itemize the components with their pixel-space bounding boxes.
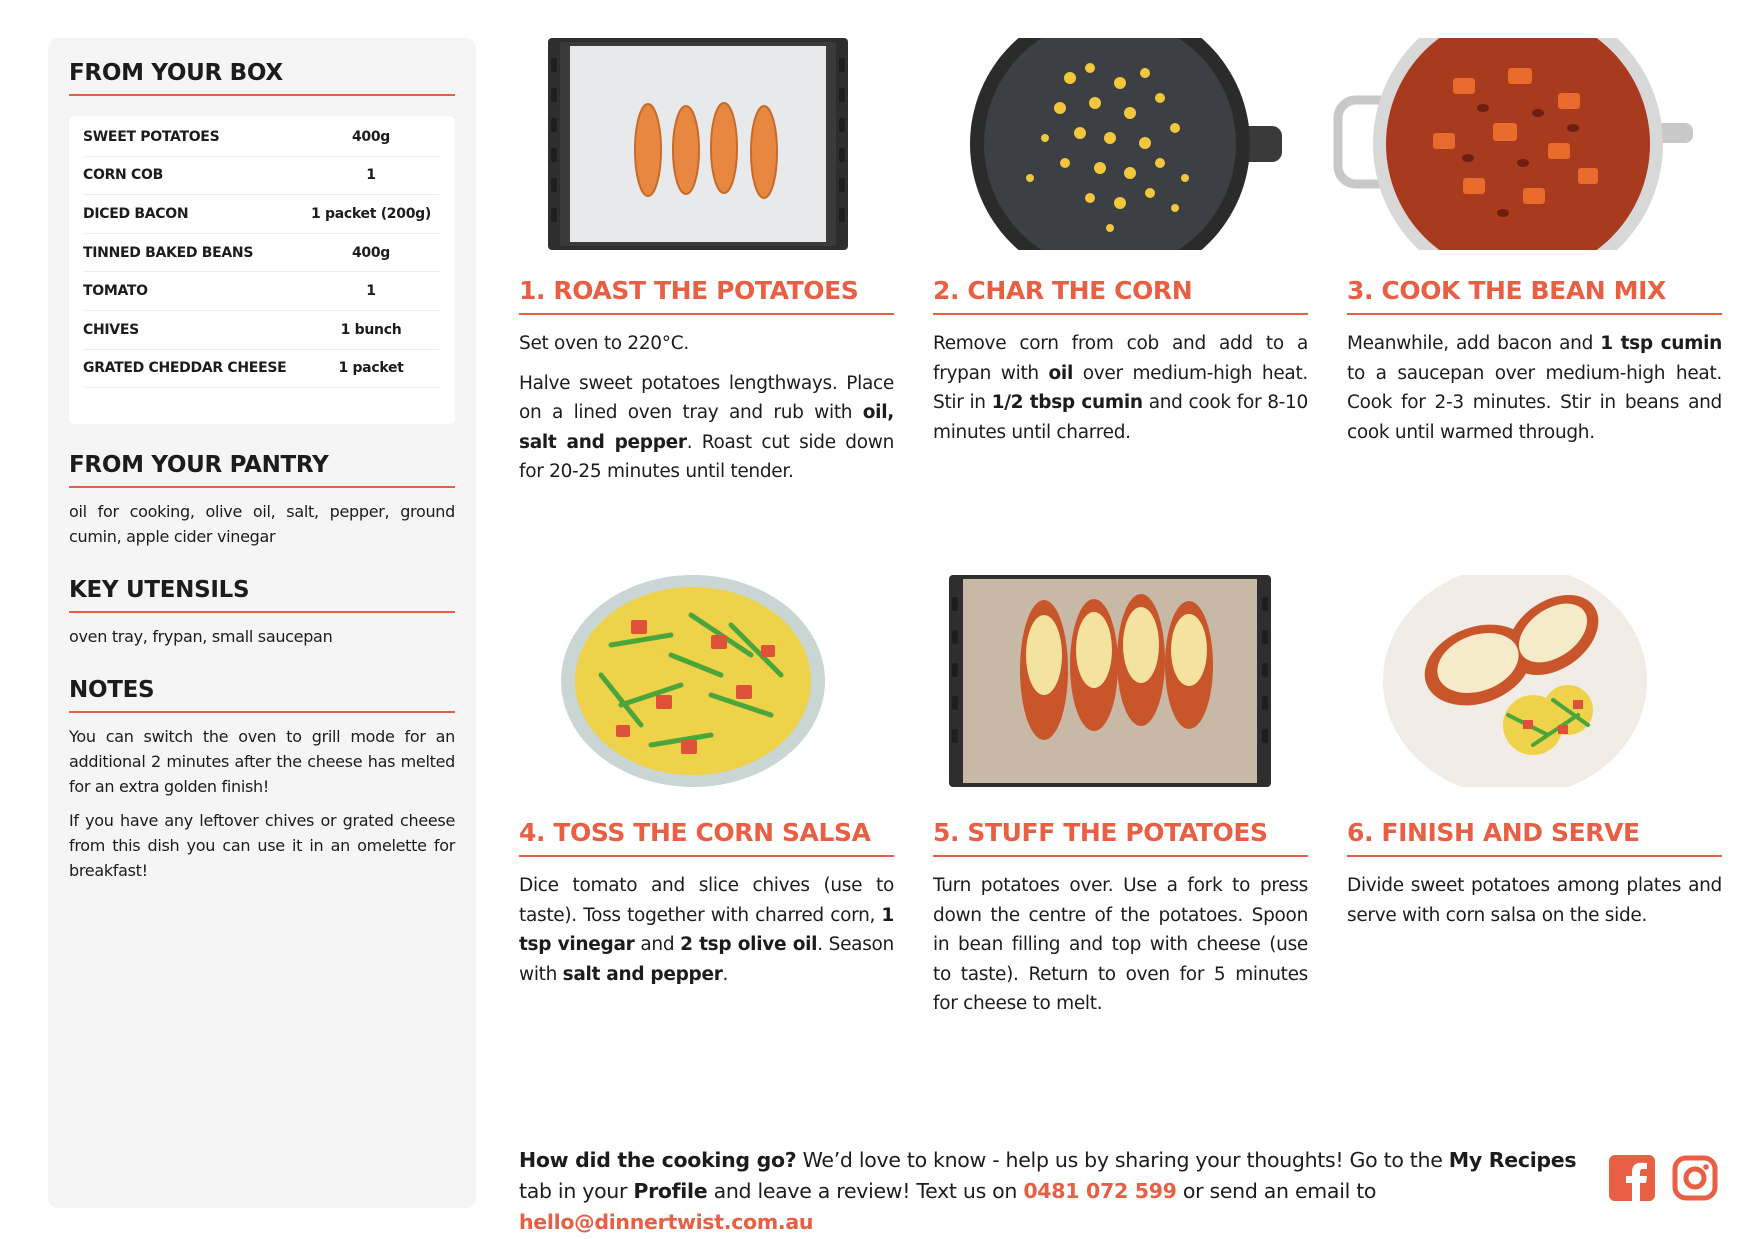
footer-text: We’d love to know - help us by sharing your thoughts! Go to the — [796, 1148, 1449, 1172]
step-text-bold: 1/2 tbsp cumin — [991, 392, 1143, 413]
footer-text: or send an email to — [1176, 1179, 1377, 1203]
step-paragraph — [519, 871, 894, 989]
step-text: and — [634, 934, 681, 955]
notes-title: NOTES — [69, 677, 455, 713]
finish-serve-image — [1383, 575, 1647, 787]
email-link[interactable]: hello@dinnertwist.com.au — [519, 1210, 814, 1234]
table-row — [83, 272, 439, 311]
step-title: 1. ROAST THE POTATOES — [519, 276, 894, 315]
step-text: over medium-high heat. Stir in — [933, 362, 1308, 413]
step-6 — [1347, 818, 1722, 930]
step-text-bold: oil — [1048, 362, 1074, 384]
step-title: 4. TOSS THE CORN SALSA — [519, 818, 894, 857]
footer-text: and leave a review! Text us on — [707, 1179, 1024, 1203]
step-body — [1347, 329, 1722, 447]
step-text: Halve sweet potatoes lengthways. Place on a lined oven tray and rub with — [519, 372, 894, 423]
step-5 — [933, 818, 1308, 1019]
step-body — [1347, 871, 1722, 930]
utensils-title: KEY UTENSILS — [69, 577, 455, 613]
pantry-title: FROM YOUR PANTRY — [69, 452, 455, 488]
table-row — [83, 195, 439, 234]
instagram-icon[interactable] — [1672, 1155, 1718, 1201]
step-text: . Season with — [519, 934, 894, 985]
step-paragraph: Divide sweet potatoes among plates and serve with corn salsa on the side. — [1347, 875, 1722, 926]
feedback-footer — [519, 1145, 1579, 1238]
ingredient-name: CORN COB — [83, 167, 163, 184]
step-1 — [519, 276, 894, 487]
step-title: 2. CHAR THE CORN — [933, 276, 1308, 315]
note-paragraph: If you have any leftover chives or grated cheese from this dish you can use it in an omelette for breakfast! — [69, 811, 455, 881]
sidebar — [48, 38, 476, 1208]
ingredient-qty: 400g — [351, 128, 391, 145]
step-text-bold: 2 tsp olive oil — [680, 934, 818, 955]
pantry-text: oil for cooking, olive oil, salt, pepper, ground cumin, apple cider vinegar — [69, 502, 455, 547]
phone-link[interactable]: 0481 072 599 — [1023, 1179, 1177, 1203]
ingredient-qty: 400g — [351, 244, 391, 261]
step-body — [519, 329, 894, 487]
ingredient-qty: 1 — [366, 283, 376, 300]
step-3 — [1347, 276, 1722, 447]
step-paragraph — [519, 369, 894, 487]
step-4 — [519, 818, 894, 989]
stuff-potatoes-image — [949, 575, 1271, 787]
facebook-icon[interactable] — [1609, 1155, 1655, 1201]
step-title: 5. STUFF THE POTATOES — [933, 818, 1308, 857]
table-row — [83, 234, 439, 273]
table-row — [83, 311, 439, 350]
ingredient-name: TOMATO — [83, 283, 148, 300]
footer-text: tab in your — [519, 1179, 634, 1203]
table-row — [83, 118, 439, 157]
step-text: to a saucepan over medium-high heat. Cook for 2-3 minutes. Stir in beans and cook until warmed through. — [1347, 362, 1722, 443]
step-text-bold: salt and pepper — [562, 963, 723, 985]
ingredient-name: TINNED BAKED BEANS — [83, 244, 254, 261]
step-paragraph — [933, 329, 1308, 447]
step-text-bold: 1 tsp cumin — [1600, 333, 1722, 354]
utensils-text: oven tray, frypan, small saucepan — [69, 627, 333, 647]
profile-label: Profile — [633, 1179, 708, 1203]
step-text: Meanwhile, add bacon and — [1347, 333, 1601, 354]
bean-mix-image — [1333, 38, 1693, 250]
step-paragraph: Turn potatoes over. Use a fork to press down the centre of the potatoes. Spoon in bean filling and top with cheese (use to taste). Return to oven for 5 minutes for cheese to melt. — [933, 875, 1308, 1014]
ingredient-name: GRATED CHEDDAR CHEESE — [83, 360, 287, 377]
notes-section — [69, 677, 455, 883]
roast-potatoes-image — [548, 38, 848, 250]
table-row — [83, 350, 439, 389]
step-text: . Roast cut side down for 20-25 minutes until tender. — [519, 431, 894, 482]
step-paragraph — [1347, 329, 1722, 447]
corn-salsa-image — [561, 575, 825, 787]
step-body — [933, 329, 1308, 447]
ingredients-table — [69, 116, 455, 424]
my-recipes-label: My Recipes — [1448, 1148, 1577, 1172]
step-body — [933, 871, 1308, 1019]
footer-question: How did the cooking go? — [519, 1148, 797, 1172]
step-text: and cook for 8-10 minutes until charred. — [933, 392, 1308, 443]
step-paragraph: Set oven to 220°C. — [519, 333, 689, 354]
ingredient-qty: 1 bunch — [340, 321, 402, 338]
ingredient-name: DICED BACON — [83, 205, 189, 222]
step-title: 6. FINISH AND SERVE — [1347, 818, 1722, 857]
step-text: Remove corn from cob and add to a frypan with — [933, 333, 1308, 384]
ingredient-name: SWEET POTATOES — [83, 128, 220, 145]
utensils-section — [69, 577, 455, 649]
ingredient-qty: 1 — [366, 167, 376, 184]
ingredient-qty: 1 packet (200g) — [311, 205, 431, 222]
step-2 — [933, 276, 1308, 447]
ingredient-name: CHIVES — [83, 321, 139, 338]
char-corn-image — [970, 38, 1282, 250]
from-your-box-title: FROM YOUR BOX — [69, 60, 455, 96]
pantry-section — [69, 452, 455, 549]
step-body — [519, 871, 894, 989]
step-text-bold: 1 tsp vinegar — [519, 904, 894, 955]
step-text-bold: oil, salt and pepper — [519, 402, 894, 453]
step-text: Dice tomato and slice chives (use to taste). Toss together with charred corn, — [519, 875, 894, 926]
step-text: . — [722, 963, 729, 985]
ingredient-qty: 1 packet — [338, 360, 404, 377]
step-title: 3. COOK THE BEAN MIX — [1347, 276, 1722, 315]
note-paragraph: You can switch the oven to grill mode for an additional 2 minutes after the cheese has melted for an extra golden finish! — [69, 727, 455, 797]
table-row — [83, 157, 439, 196]
